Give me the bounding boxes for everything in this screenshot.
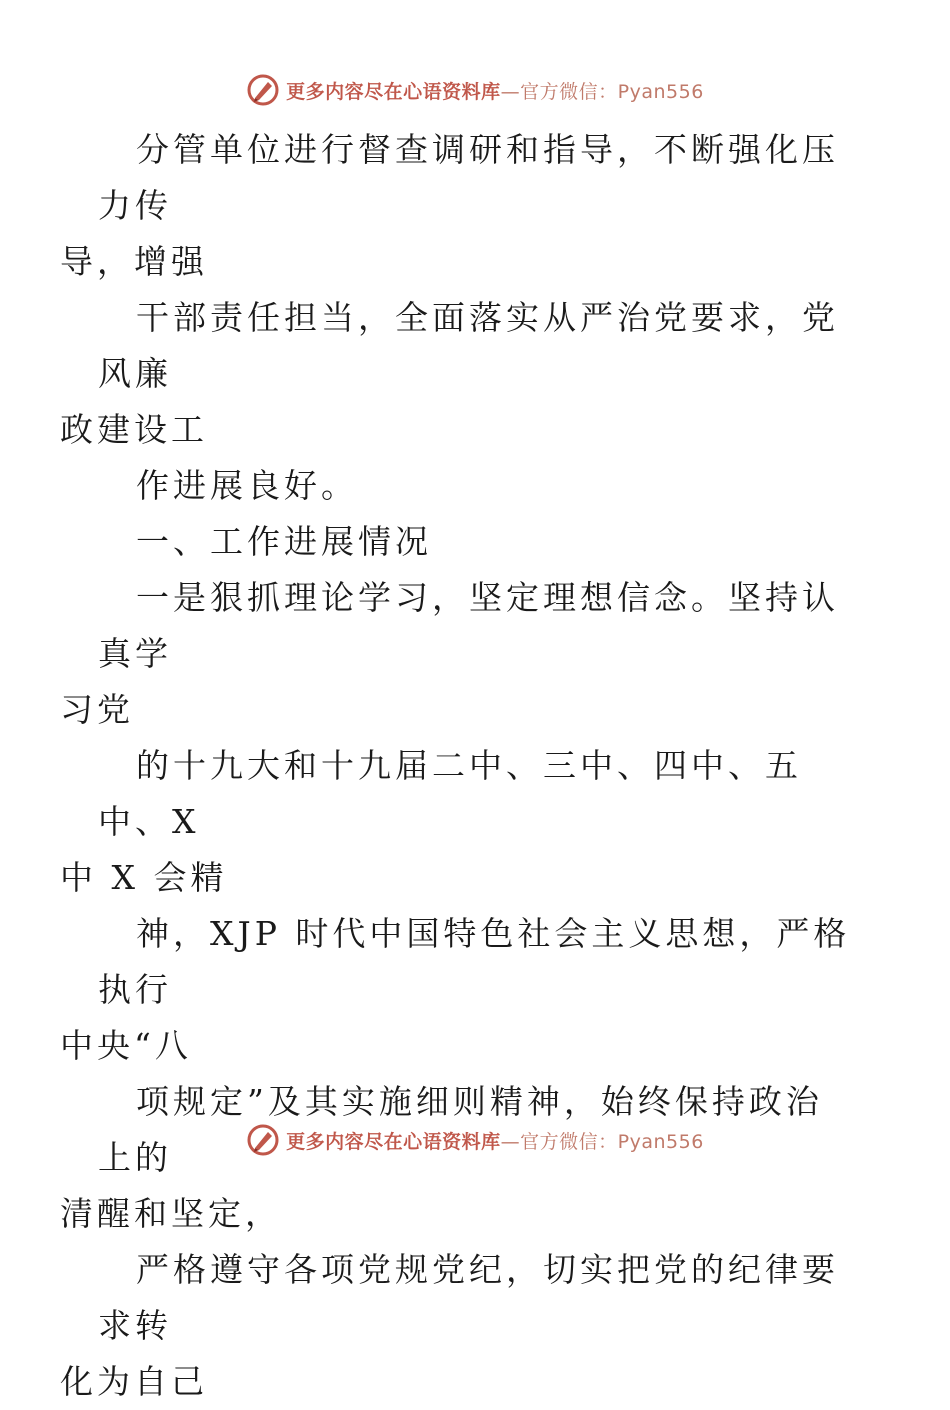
paragraph: 一是狠抓理论学习，坚定理想信念。坚持认真学 习党 bbox=[60, 578, 839, 729]
paragraph: 的十九大和十九届二中、三中、四中、五中、X 中 X 会精 bbox=[60, 746, 802, 897]
footer-watermark bbox=[0, 1120, 950, 1160]
document-body bbox=[60, 122, 858, 1410]
paragraph: 干部责任担当，全面落实从严治党要求，党风廉 政建设工 bbox=[60, 298, 839, 449]
watermark-text: 更多内容尽在心语资料库—官方微信：Pyan556 bbox=[286, 80, 704, 103]
header-watermark bbox=[0, 70, 950, 110]
paragraph: 严格遵守各项党规党纪，切实把党的纪律要求转 化为自己 bbox=[60, 1250, 839, 1401]
paragraph: 分管单位进行督查调研和指导，不断强化压力传 导，增强 bbox=[60, 130, 839, 281]
watermark-text: 更多内容尽在心语资料库—官方微信：Pyan556 bbox=[286, 1130, 704, 1153]
pen-logo-icon bbox=[246, 1123, 280, 1157]
paragraph: 项规定”及其实施细则精神，始终保持政治上的 清醒和坚定， bbox=[60, 1082, 823, 1233]
paragraph: 神，XJP 时代中国特色社会主义思想，严格执行 中央“八 bbox=[60, 914, 851, 1065]
pen-logo-icon bbox=[246, 73, 280, 107]
paragraph: 作进展良好。 bbox=[136, 466, 358, 505]
section-heading: 一、工作进展情况 bbox=[136, 522, 432, 561]
